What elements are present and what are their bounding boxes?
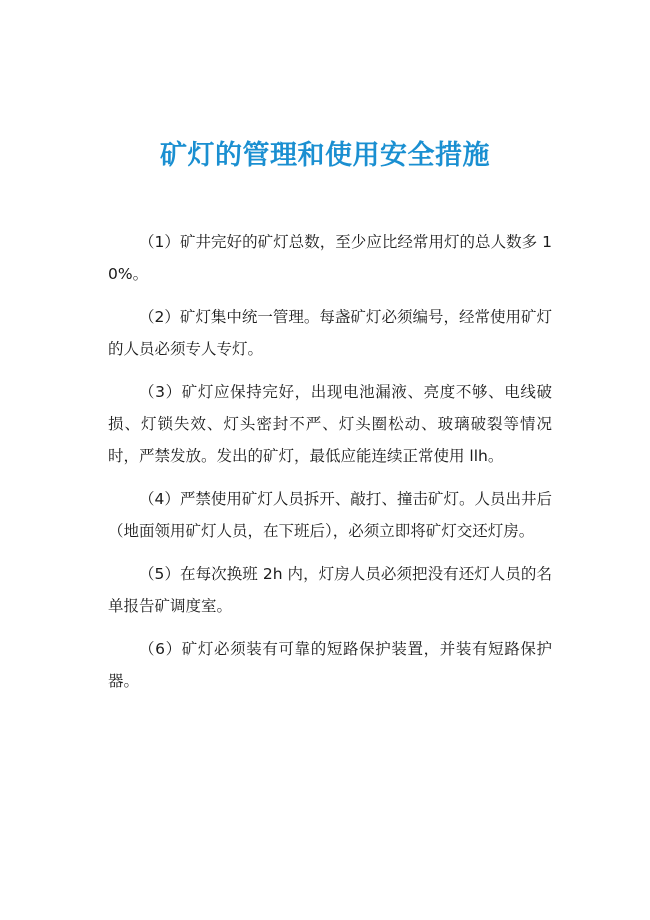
paragraph-1: （1）矿井完好的矿灯总数，至少应比经常用灯的总人数多 10%。: [108, 233, 552, 283]
paragraph-3: （3）矿灯应保持完好，出现电池漏液、亮度不够、电线破损、灯锁失效、灯头密封不严、灯头圈松动、玻璃破裂等情况时，严禁发放。发出的矿灯，最低应能连续正常使用 llh。: [108, 383, 552, 465]
paragraph-5: （5）在每次换班 2h 内，灯房人员必须把没有还灯人员的名单报告矿调度室。: [108, 565, 552, 615]
paragraph-6: （6）矿灯必须装有可靠的短路保护装置，并装有短路保护器。: [108, 640, 552, 690]
paragraph-2: （2）矿灯集中统一管理。每盏矿灯必须编号，经常使用矿灯的人员必须专人专灯。: [108, 308, 552, 358]
document-body: [108, 226, 552, 708]
paragraph-4: （4）严禁使用矿灯人员拆开、敲打、撞击矿灯。人员出井后（地面领用矿灯人员，在下班后），必须立即将矿灯交还灯房。: [108, 490, 552, 540]
page-title: 矿灯的管理和使用安全措施: [160, 140, 490, 171]
